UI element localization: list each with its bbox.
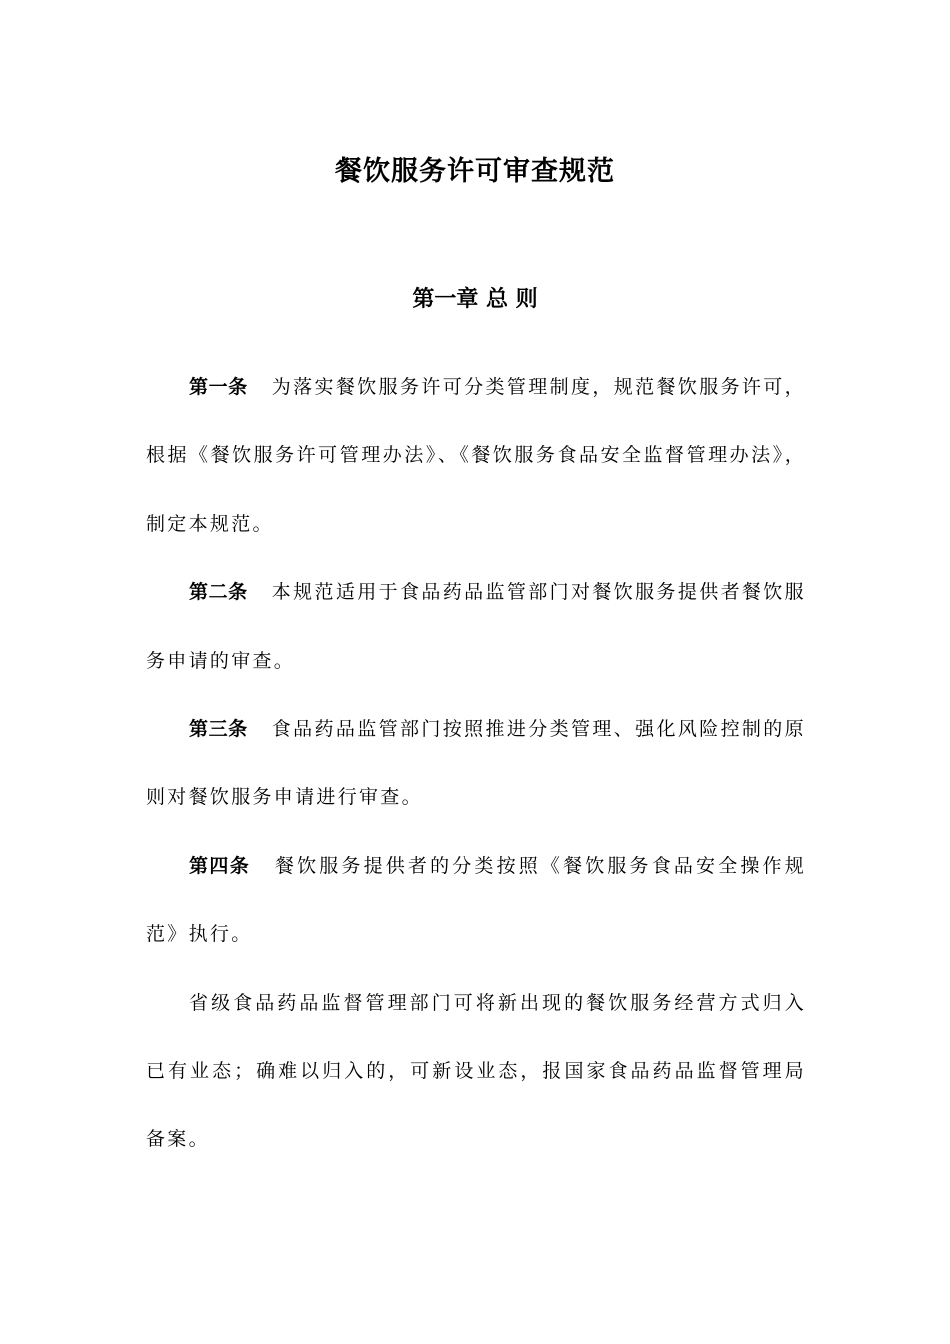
article-4	[146, 832, 806, 969]
article-4-text: 餐饮服务提供者的分类按照《餐饮服务食品安全操作规范》执行。	[146, 854, 806, 946]
article-4-label: 第四条	[189, 854, 251, 877]
document-title: 餐饮服务许可审查规范	[335, 156, 615, 187]
article-3-label: 第三条	[189, 718, 248, 741]
chapter-title: 第一章 总 则	[412, 286, 538, 312]
article-4-paragraph-2: 省级食品药品监督管理部门可将新出现的餐饮服务经营方式归入已有业态；确难以归入的，可新设业态，报国家食品药品监督管理局备案。	[146, 991, 806, 1151]
article-2-label: 第二条	[189, 581, 248, 604]
document-body	[146, 353, 806, 1174]
article-1	[146, 353, 806, 558]
article-2	[146, 558, 806, 695]
article-2-text: 本规范适用于食品药品监管部门对餐饮服务提供者餐饮服务申请的审查。	[146, 581, 806, 672]
article-1-text: 为落实餐饮服务许可分类管理制度，规范餐饮服务许可，根据《餐饮服务许可管理办法》、《餐饮服务食品安全监督管理办法》，制定本规范。	[146, 376, 806, 535]
article-1-label: 第一条	[189, 376, 248, 398]
article-3	[146, 695, 806, 832]
article-3-text: 食品药品监管部门按照推进分类管理、强化风险控制的原则对餐饮服务申请进行审查。	[146, 718, 806, 809]
